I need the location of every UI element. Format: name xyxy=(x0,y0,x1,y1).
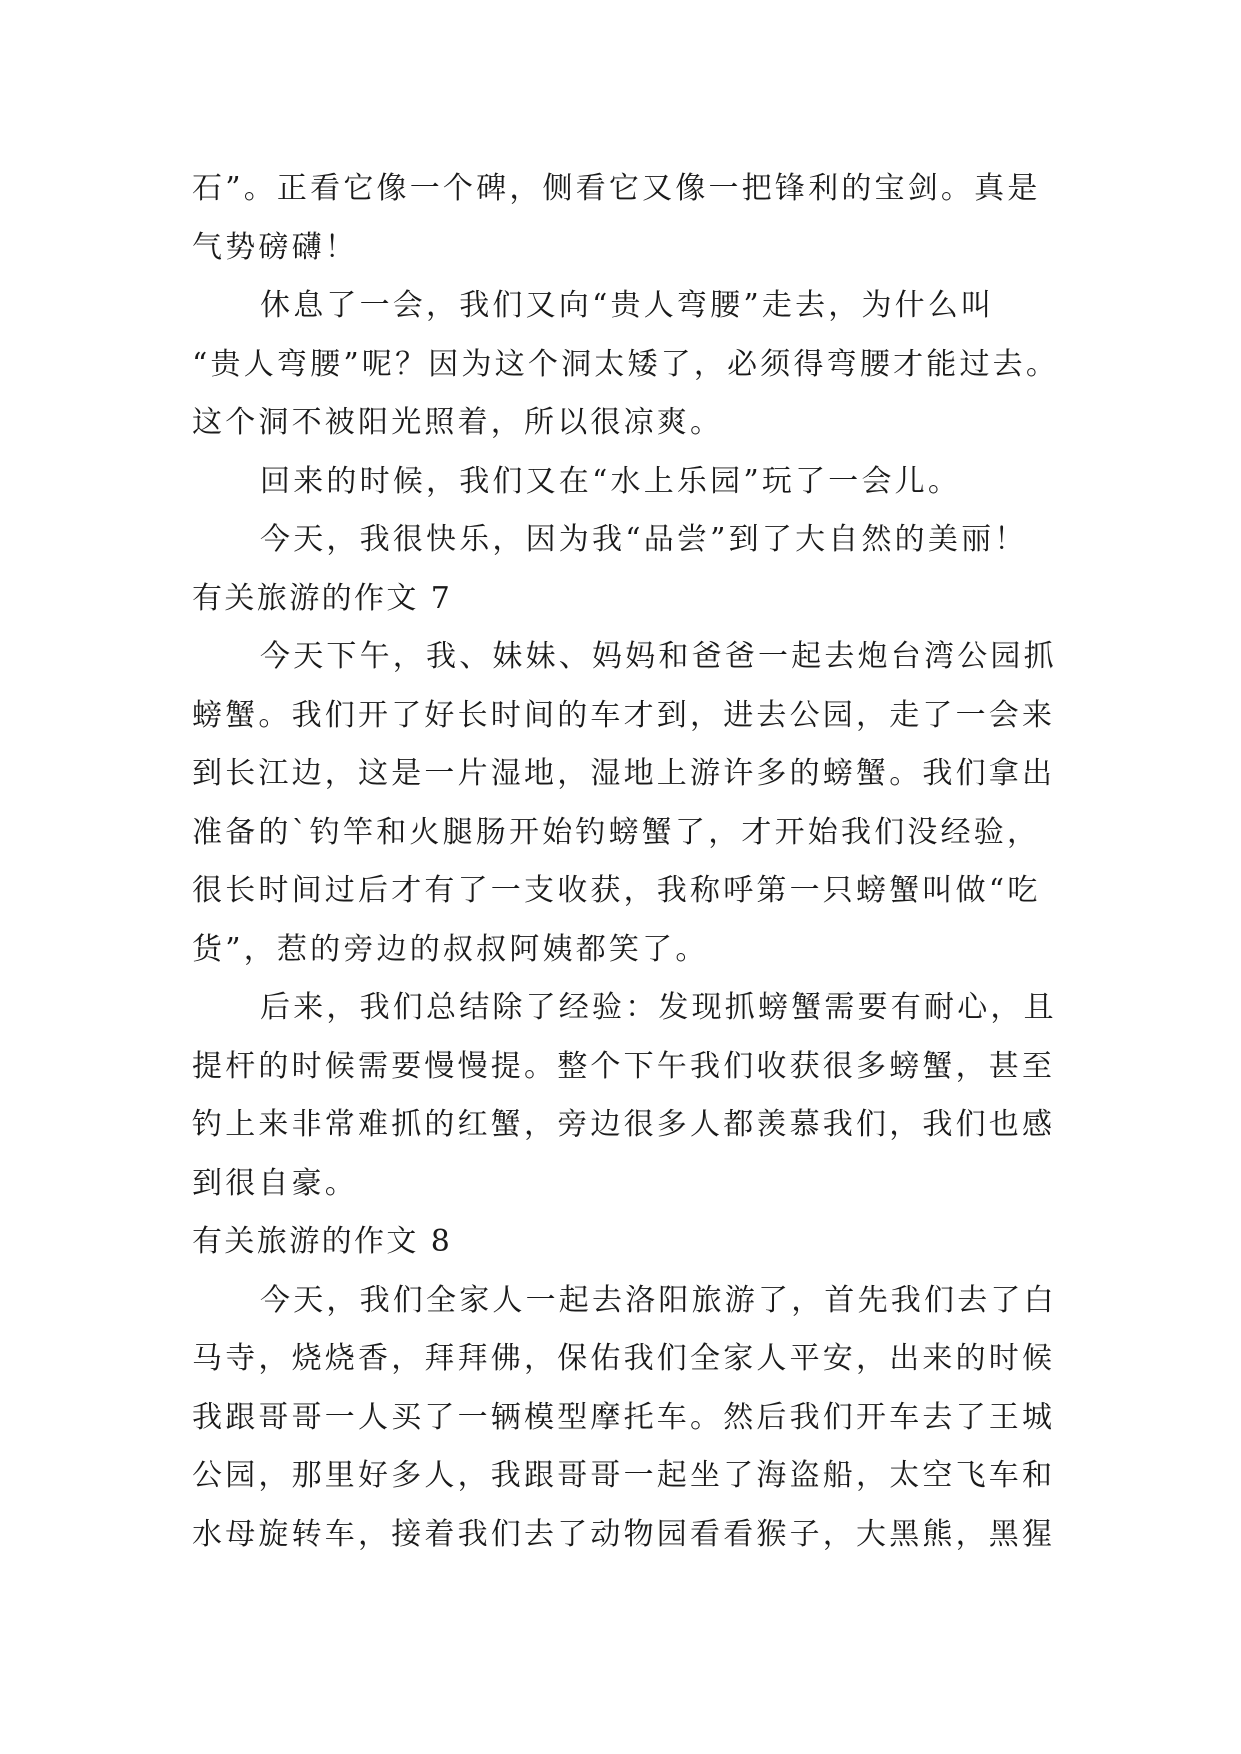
text-line: 水母旋转车，接着我们去了动物园看看猴子，大黑熊，黑猩 xyxy=(192,1516,1056,1552)
paragraph-start-line: 今天，我们全家人一起去洛阳旅游了，首先我们去了白 xyxy=(260,1282,1057,1318)
text-line: 准备的`钓竿和火腿肠开始钓螃蟹了，才开始我们没经验， xyxy=(192,814,1041,850)
text-line: 石”。正看它像一个碑，侧看它又像一把锋利的宝剑。真是 xyxy=(192,171,1041,206)
text-line: “贵人弯腰”呢？因为这个洞太矮了，必须得弯腰才能过去。 xyxy=(192,346,1060,382)
paragraph-start-line: 后来，我们总结除了经验：发现抓螃蟹需要有耐心，且 xyxy=(260,990,1057,1025)
text-line: 货”，惹的旁边的叔叔阿姨都笑了。 xyxy=(192,931,709,967)
text-line: 马寺，烧烧香，拜拜佛，保佑我们全家人平安，出来的时候 xyxy=(192,1341,1056,1376)
essay-heading-8: 有关旅游的作文 8 xyxy=(192,1224,453,1259)
text-line: 这个洞不被阳光照着，所以很凉爽。 xyxy=(192,405,724,440)
text-line: 到很自豪。 xyxy=(192,1165,358,1201)
paragraph-start-line: 今天，我很快乐，因为我“品尝”到了大自然的美丽！ xyxy=(260,522,1028,557)
text-line: 公园，那里好多人，我跟哥哥一起坐了海盗船，太空飞车和 xyxy=(192,1458,1056,1493)
essay-heading-7: 有关旅游的作文 7 xyxy=(192,580,453,616)
document-body xyxy=(192,160,1062,1564)
text-line: 钓上来非常难抓的红蟹，旁边很多人都羡慕我们，我们也感 xyxy=(192,1107,1056,1142)
text-line: 提杆的时候需要慢慢提。整个下午我们收获很多螃蟹，甚至 xyxy=(192,1048,1056,1084)
text-line: 很长时间过后才有了一支收获，我称呼第一只螃蟹叫做“吃 xyxy=(192,873,1041,908)
text-line: 螃蟹。我们开了好长时间的车才到，进去公园，走了一会来 xyxy=(192,697,1056,733)
text-line: 气势磅礴！ xyxy=(192,229,358,265)
paragraph-start-line: 今天下午，我、妹妹、妈妈和爸爸一起去炮台湾公园抓 xyxy=(260,639,1057,674)
paragraph-start-line: 回来的时候，我们又在“水上乐园”玩了一会儿。 xyxy=(260,463,962,499)
text-line: 我跟哥哥一人买了一辆模型摩托车。然后我们开车去了王城 xyxy=(192,1399,1056,1435)
paragraph-start-line: 休息了一会，我们又向“贵人弯腰”走去，为什么叫 xyxy=(260,288,995,323)
text-line: 到长江边，这是一片湿地，湿地上游许多的螃蟹。我们拿出 xyxy=(192,756,1056,791)
